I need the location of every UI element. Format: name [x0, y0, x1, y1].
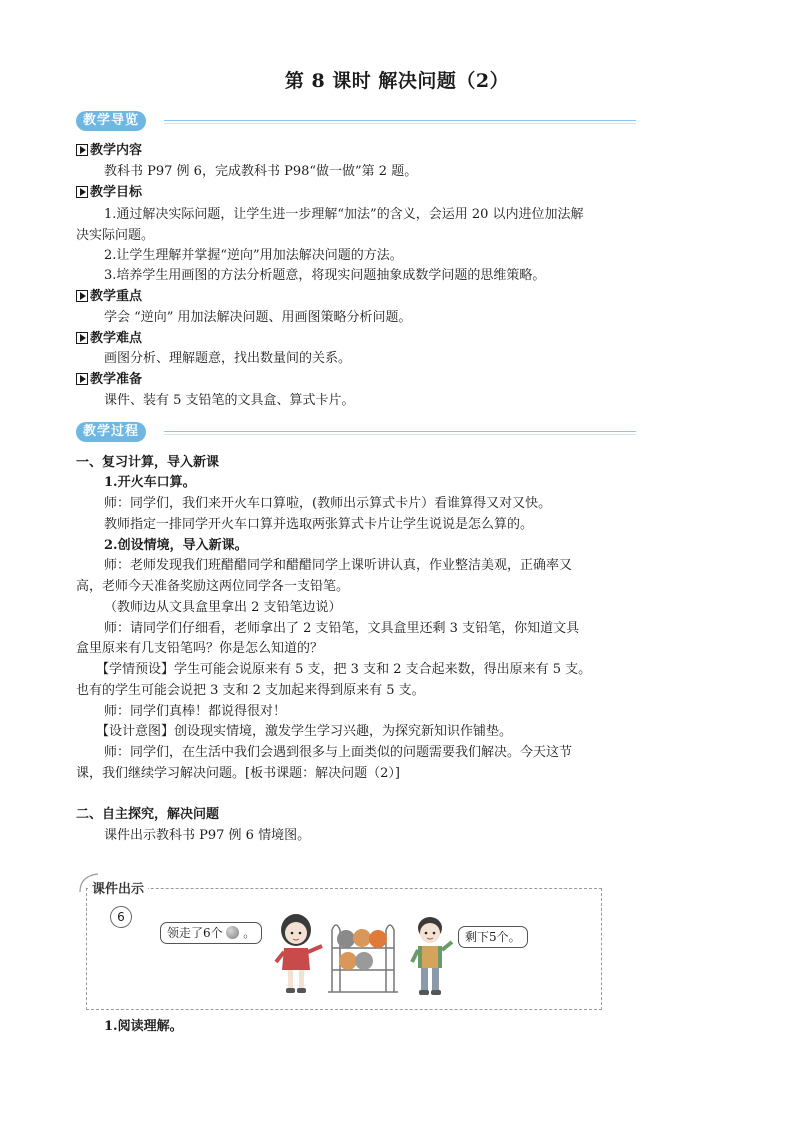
difficulty-text: 画图分析、理解题意，找出数量间的关系。: [104, 351, 352, 366]
bubble-text-end: 。: [243, 926, 256, 940]
paragraph: （教师边从文具盒里拿出 2 支铅笔边说）: [104, 600, 342, 615]
example-number: 6: [110, 906, 132, 928]
paragraph-cont: 也有的学生可能会说把 3 支和 2 支加起来得到原来有 5 支。: [76, 683, 425, 698]
banner-process: [76, 420, 636, 446]
section-difficulty-heading: 教学难点: [76, 330, 142, 348]
step2-heading: 2.创设情境，导入新课。: [104, 538, 248, 553]
play-icon: [76, 373, 88, 385]
goal-1: 1.通过解决实际问题，让学生进一步理解“加法”的含义，会运用 20 以内进位加法解: [104, 207, 584, 222]
banner-guide: [76, 109, 636, 135]
section-goals-heading: 教学目标: [76, 184, 142, 202]
paragraph: 师：同学们真棒！都说得很对！: [104, 704, 287, 719]
page-title: 第 8 课时 解决问题（2）: [284, 70, 510, 92]
paragraph: 师：老师发现我们班醋醋同学和醋醋同学上课听讲认真，作业整洁美观，正确率又: [104, 558, 573, 573]
banner-guide-label: 教学导览: [76, 111, 146, 131]
banner-rule: [164, 431, 636, 432]
play-icon: [76, 186, 88, 198]
banner-rule: [164, 120, 636, 121]
section-key-heading: 教学重点: [76, 288, 142, 306]
goal-1-cont: 决实际问题。: [76, 228, 155, 243]
play-icon: [76, 144, 88, 156]
goal-3: 3.培养学生用画图的方法分析题意，将现实问题抽象成数学问题的思维策略。: [104, 268, 546, 283]
content-text: 教科书 P97 例 6，完成教科书 P98“做一做”第 2 题。: [104, 164, 418, 179]
speech-bubble-right: 剩下5个。: [458, 926, 528, 948]
design-intent: 【设计意图】创设现实情境，激发学生学习兴趣，为探究新知识作铺垫。: [96, 724, 513, 739]
paragraph-cont: 盒里原来有几支铅笔吗？你是怎么知道的？: [76, 641, 324, 656]
goal-2: 2.让学生理解并掌握“逆向”用加法解决问题的方法。: [104, 248, 403, 263]
paragraph: 教师指定一排同学开火车口算并选取两张算式卡片让学生说说是怎么算的。: [104, 517, 534, 532]
key-text: 学会 “逆向” 用加法解决问题、用画图策略分析问题。: [104, 310, 412, 325]
courseware-label: 课件出示: [88, 878, 148, 897]
paragraph: 课件出示教科书 P97 例 6 情境图。: [104, 828, 311, 843]
paragraph-cont: 高，老师今天准备奖励这两位同学各一支铅笔。: [76, 579, 350, 594]
section-content-heading: 教学内容: [76, 142, 142, 160]
paragraph: 师：请同学们仔细看，老师拿出了 2 支铅笔，文具盒里还剩 3 支铅笔，你知道文具: [104, 621, 580, 636]
part1-heading: 一、复习计算，导入新课: [76, 455, 220, 470]
section-prep-heading: 教学准备: [76, 371, 142, 389]
banner-rule-light: [164, 123, 636, 124]
paragraph: 师：同学们，我们来开火车口算啦，(教师出示算式卡片）看谁算得又对又快。: [104, 496, 552, 511]
part2-heading: 二、自主探究，解决问题: [76, 807, 220, 822]
bubble-text: 领走了6个: [167, 926, 223, 940]
boy-illustration: [406, 912, 454, 998]
step1-heading: 1.开火车口算。: [104, 475, 196, 490]
ball-icon: [226, 926, 239, 939]
paragraph-cont: 课，我们继续学习解决问题。[板书课题：解决问题（2）]: [76, 766, 400, 781]
paragraph: 师：同学们，在生活中我们会遇到很多与上面类似的问题需要我们解决。今天这节: [104, 745, 573, 760]
ball-rack-illustration: [326, 916, 400, 994]
learning-prediction: 【学情预设】学生可能会说原来有 5 支，把 3 支和 2 支合起来数，得出原来有 5 支。: [96, 662, 592, 677]
banner-rule-light: [164, 434, 636, 435]
play-icon: [76, 290, 88, 302]
speech-bubble-left: [160, 922, 262, 944]
prep-text: 课件、装有 5 支铅笔的文具盒、算式卡片。: [104, 393, 355, 408]
play-icon: [76, 332, 88, 344]
banner-process-label: 教学过程: [76, 422, 146, 442]
girl-illustration: [268, 910, 324, 996]
step-read-heading: 1.阅读理解。: [104, 1019, 183, 1034]
